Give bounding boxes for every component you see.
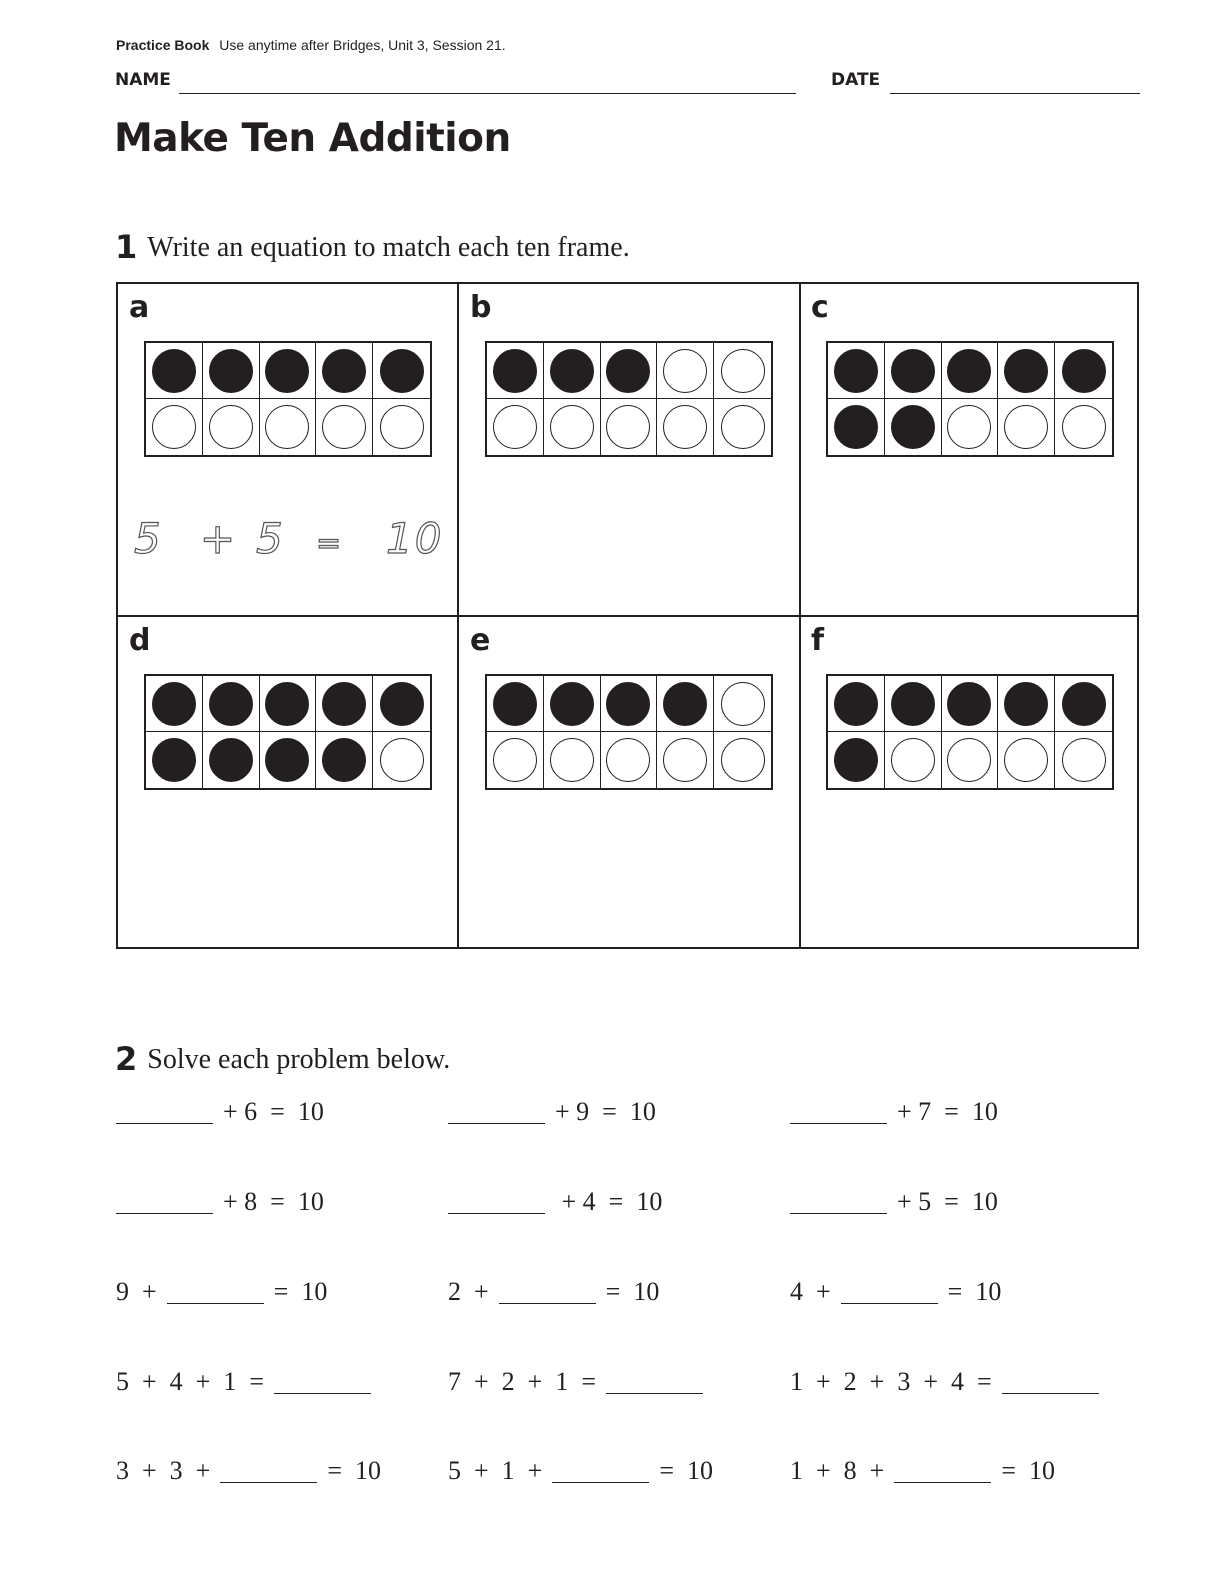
equation-left-text: 4 + (790, 1277, 831, 1306)
ten-frame-square (998, 399, 1055, 455)
ten-frame (144, 674, 432, 790)
equation-problem (790, 1456, 1055, 1486)
ten-frame-square (714, 343, 771, 399)
ten-frame (826, 341, 1114, 457)
equation-right-text: = 10 (659, 1456, 713, 1485)
ten-frame-square (146, 399, 203, 455)
question-1-text: Write an equation to match each ten frame. (147, 232, 630, 263)
ten-frame-square (373, 343, 430, 399)
equation-left-text: 2 + (448, 1277, 489, 1306)
traced-glyph: 5 (134, 514, 163, 563)
answer-blank[interactable] (790, 1212, 887, 1214)
equation-right-text: + 8 = 10 (223, 1187, 324, 1216)
equation-left-text: 3 + 3 + (116, 1456, 211, 1485)
answer-blank[interactable] (1002, 1392, 1099, 1394)
traced-example-equation (134, 514, 443, 563)
equation-problem (116, 1456, 381, 1486)
ten-frame-square (316, 399, 373, 455)
ten-frame-square (942, 732, 999, 788)
ten-frame-square (942, 399, 999, 455)
equation-problem (448, 1456, 713, 1486)
ten-frame-square (260, 676, 317, 732)
ten-frame-square (373, 732, 430, 788)
ten-frame-square (373, 399, 430, 455)
filled-counter (834, 349, 878, 393)
ten-frame (485, 674, 773, 790)
filled-counter (322, 682, 366, 726)
answer-blank[interactable] (499, 1302, 596, 1304)
ten-frame-square (714, 399, 771, 455)
equation-right-text: + 9 = 10 (555, 1097, 656, 1126)
filled-counter (550, 349, 594, 393)
ten-frame-square (146, 732, 203, 788)
ten-frame-square (487, 399, 544, 455)
filled-counter (152, 738, 196, 782)
cell-letter: e (470, 623, 491, 658)
ten-frame-cell-e[interactable] (459, 617, 800, 950)
empty-counter (1004, 405, 1048, 449)
answer-blank[interactable] (167, 1302, 264, 1304)
traced-glyph: 10 (386, 514, 444, 563)
empty-counter (152, 405, 196, 449)
filled-counter (209, 682, 253, 726)
filled-counter (380, 349, 424, 393)
ten-frame-square (487, 343, 544, 399)
date-label: DATE (831, 70, 881, 90)
filled-counter (663, 682, 707, 726)
ten-frame-square (373, 676, 430, 732)
ten-frame-square (998, 732, 1055, 788)
empty-counter (663, 738, 707, 782)
ten-frame-square (203, 399, 260, 455)
ten-frame-square (316, 343, 373, 399)
cell-letter: a (129, 290, 150, 325)
filled-counter (322, 738, 366, 782)
ten-frame-cell-a[interactable] (118, 284, 459, 617)
ten-frame-square (544, 732, 601, 788)
empty-counter (606, 405, 650, 449)
filled-counter (380, 682, 424, 726)
ten-frame-square (260, 732, 317, 788)
equation-left-text: 5 + 1 + (448, 1456, 543, 1485)
empty-counter (891, 738, 935, 782)
filled-counter (834, 682, 878, 726)
equation-problem (790, 1097, 998, 1127)
equation-right-text: = 10 (605, 1277, 660, 1306)
answer-blank[interactable] (790, 1122, 887, 1124)
equation-right-text: + 7 = 10 (897, 1097, 998, 1126)
ten-frame-square (601, 343, 658, 399)
ten-frame-square (1055, 343, 1112, 399)
equation-problem (116, 1367, 371, 1397)
ten-frame-square (1055, 399, 1112, 455)
equation-left-text: 9 + (116, 1277, 157, 1306)
answer-blank[interactable] (552, 1481, 649, 1483)
ten-frame-square (487, 732, 544, 788)
equation-problem (790, 1277, 1001, 1307)
ten-frame-square (885, 676, 942, 732)
page-title: Make Ten Addition (114, 116, 511, 161)
equation-right-text: = 10 (273, 1277, 328, 1306)
empty-counter (380, 738, 424, 782)
ten-frame-square (544, 399, 601, 455)
ten-frame-cell-b[interactable] (459, 284, 800, 617)
equation-problem (790, 1367, 1099, 1397)
ten-frame-square (657, 343, 714, 399)
ten-frame-cell-d[interactable] (118, 617, 459, 950)
ten-frame-square (942, 343, 999, 399)
equation-left-text: 1 + 8 + (790, 1456, 885, 1485)
empty-counter (721, 738, 765, 782)
answer-blank[interactable] (606, 1392, 703, 1394)
ten-frame-square (601, 732, 658, 788)
equation-right-text: = 10 (947, 1277, 1002, 1306)
question-2-text: Solve each problem below. (147, 1044, 451, 1075)
filled-counter (891, 349, 935, 393)
equation-right-text: + 6 = 10 (223, 1097, 324, 1126)
date-field[interactable] (890, 93, 1140, 94)
traced-glyph: + (200, 514, 238, 563)
answer-blank[interactable] (274, 1392, 371, 1394)
empty-counter (493, 738, 537, 782)
ten-frame-square (203, 676, 260, 732)
filled-counter (265, 682, 309, 726)
equation-problem (448, 1277, 659, 1307)
filled-counter (265, 349, 309, 393)
filled-counter (493, 682, 537, 726)
ten-frame-square (714, 732, 771, 788)
ten-frame (826, 674, 1114, 790)
cell-letter: d (129, 623, 151, 658)
empty-counter (550, 405, 594, 449)
ten-frame-square (998, 676, 1055, 732)
filled-counter (1062, 682, 1106, 726)
traced-glyph: = (316, 526, 344, 561)
cell-letter: f (811, 623, 825, 658)
equation-problem (116, 1187, 324, 1217)
equation-problem (448, 1097, 656, 1127)
ten-frame-square (828, 399, 885, 455)
ten-frame-square (657, 676, 714, 732)
ten-frame-square (1055, 676, 1112, 732)
ten-frame-square (203, 343, 260, 399)
filled-counter (834, 405, 878, 449)
ten-frame-square (657, 732, 714, 788)
ten-frame-cell-c[interactable] (800, 284, 1141, 617)
traced-glyph: 5 (256, 514, 285, 563)
equation-right-text: = 10 (1001, 1456, 1055, 1485)
answer-blank[interactable] (841, 1302, 938, 1304)
cell-letter: b (470, 290, 492, 325)
filled-counter (947, 349, 991, 393)
empty-counter (721, 682, 765, 726)
filled-counter (1004, 349, 1048, 393)
ten-frame-square (828, 676, 885, 732)
ten-frame-square (203, 732, 260, 788)
empty-counter (209, 405, 253, 449)
equation-left-text: 1 + 2 + 3 + 4 = (790, 1367, 992, 1396)
ten-frame (485, 341, 773, 457)
equation-problem (116, 1277, 327, 1307)
ten-frame-square (828, 343, 885, 399)
filled-counter (891, 682, 935, 726)
session-note: Use anytime after Bridges, Unit 3, Session 21. (219, 37, 506, 53)
answer-blank[interactable] (894, 1481, 991, 1483)
ten-frame-square (544, 676, 601, 732)
empty-counter (663, 405, 707, 449)
ten-frame-cell-f[interactable] (800, 617, 1141, 950)
empty-counter (1062, 405, 1106, 449)
ten-frame-square (316, 732, 373, 788)
equation-problem (448, 1187, 662, 1217)
ten-frame-square (885, 732, 942, 788)
ten-frame-square (601, 399, 658, 455)
practice-book-header (116, 37, 506, 53)
practice-book-label: Practice Book (116, 37, 210, 53)
filled-counter (1004, 682, 1048, 726)
equation-problem (448, 1367, 703, 1397)
ten-frame-square (998, 343, 1055, 399)
ten-frame-square (601, 676, 658, 732)
question-1-number: 1 (115, 228, 138, 266)
ten-frame-square (260, 399, 317, 455)
ten-frame-square (714, 676, 771, 732)
filled-counter (209, 738, 253, 782)
filled-counter (550, 682, 594, 726)
filled-counter (606, 682, 650, 726)
filled-counter (606, 349, 650, 393)
answer-blank[interactable] (116, 1212, 213, 1214)
filled-counter (322, 349, 366, 393)
ten-frame (144, 341, 432, 457)
question-2-number: 2 (115, 1040, 138, 1078)
ten-frame-square (1055, 732, 1112, 788)
question-2-prompt (115, 1040, 450, 1078)
filled-counter (947, 682, 991, 726)
empty-counter (265, 405, 309, 449)
equation-problem (790, 1187, 998, 1217)
empty-counter (1004, 738, 1048, 782)
ten-frame-square (146, 676, 203, 732)
equation-problem (116, 1097, 324, 1127)
answer-blank[interactable] (448, 1212, 545, 1214)
filled-counter (152, 349, 196, 393)
name-label: NAME (115, 70, 171, 90)
equation-right-text: + 4 = 10 (555, 1187, 663, 1216)
answer-blank[interactable] (448, 1122, 545, 1124)
filled-counter (152, 682, 196, 726)
empty-counter (947, 405, 991, 449)
ten-frame-square (544, 343, 601, 399)
ten-frame-grid (116, 282, 1139, 949)
equation-right-text: + 5 = 10 (897, 1187, 998, 1216)
answer-blank[interactable] (220, 1481, 317, 1483)
answer-blank[interactable] (116, 1122, 213, 1124)
empty-counter (493, 405, 537, 449)
empty-counter (322, 405, 366, 449)
ten-frame-square (260, 343, 317, 399)
empty-counter (380, 405, 424, 449)
empty-counter (663, 349, 707, 393)
ten-frame-square (942, 676, 999, 732)
filled-counter (834, 738, 878, 782)
ten-frame-square (885, 343, 942, 399)
ten-frame-square (316, 676, 373, 732)
ten-frame-square (146, 343, 203, 399)
ten-frame-square (487, 676, 544, 732)
filled-counter (209, 349, 253, 393)
equation-right-text: = 10 (327, 1456, 381, 1485)
empty-counter (606, 738, 650, 782)
question-1-prompt (115, 228, 630, 266)
name-field[interactable] (179, 93, 796, 94)
empty-counter (721, 349, 765, 393)
equation-left-text: 5 + 4 + 1 = (116, 1367, 264, 1396)
filled-counter (493, 349, 537, 393)
filled-counter (1062, 349, 1106, 393)
empty-counter (550, 738, 594, 782)
cell-letter: c (811, 290, 829, 325)
ten-frame-square (657, 399, 714, 455)
equation-left-text: 7 + 2 + 1 = (448, 1367, 596, 1396)
ten-frame-square (885, 399, 942, 455)
empty-counter (721, 405, 765, 449)
empty-counter (1062, 738, 1106, 782)
ten-frame-square (828, 732, 885, 788)
filled-counter (891, 405, 935, 449)
filled-counter (265, 738, 309, 782)
empty-counter (947, 738, 991, 782)
